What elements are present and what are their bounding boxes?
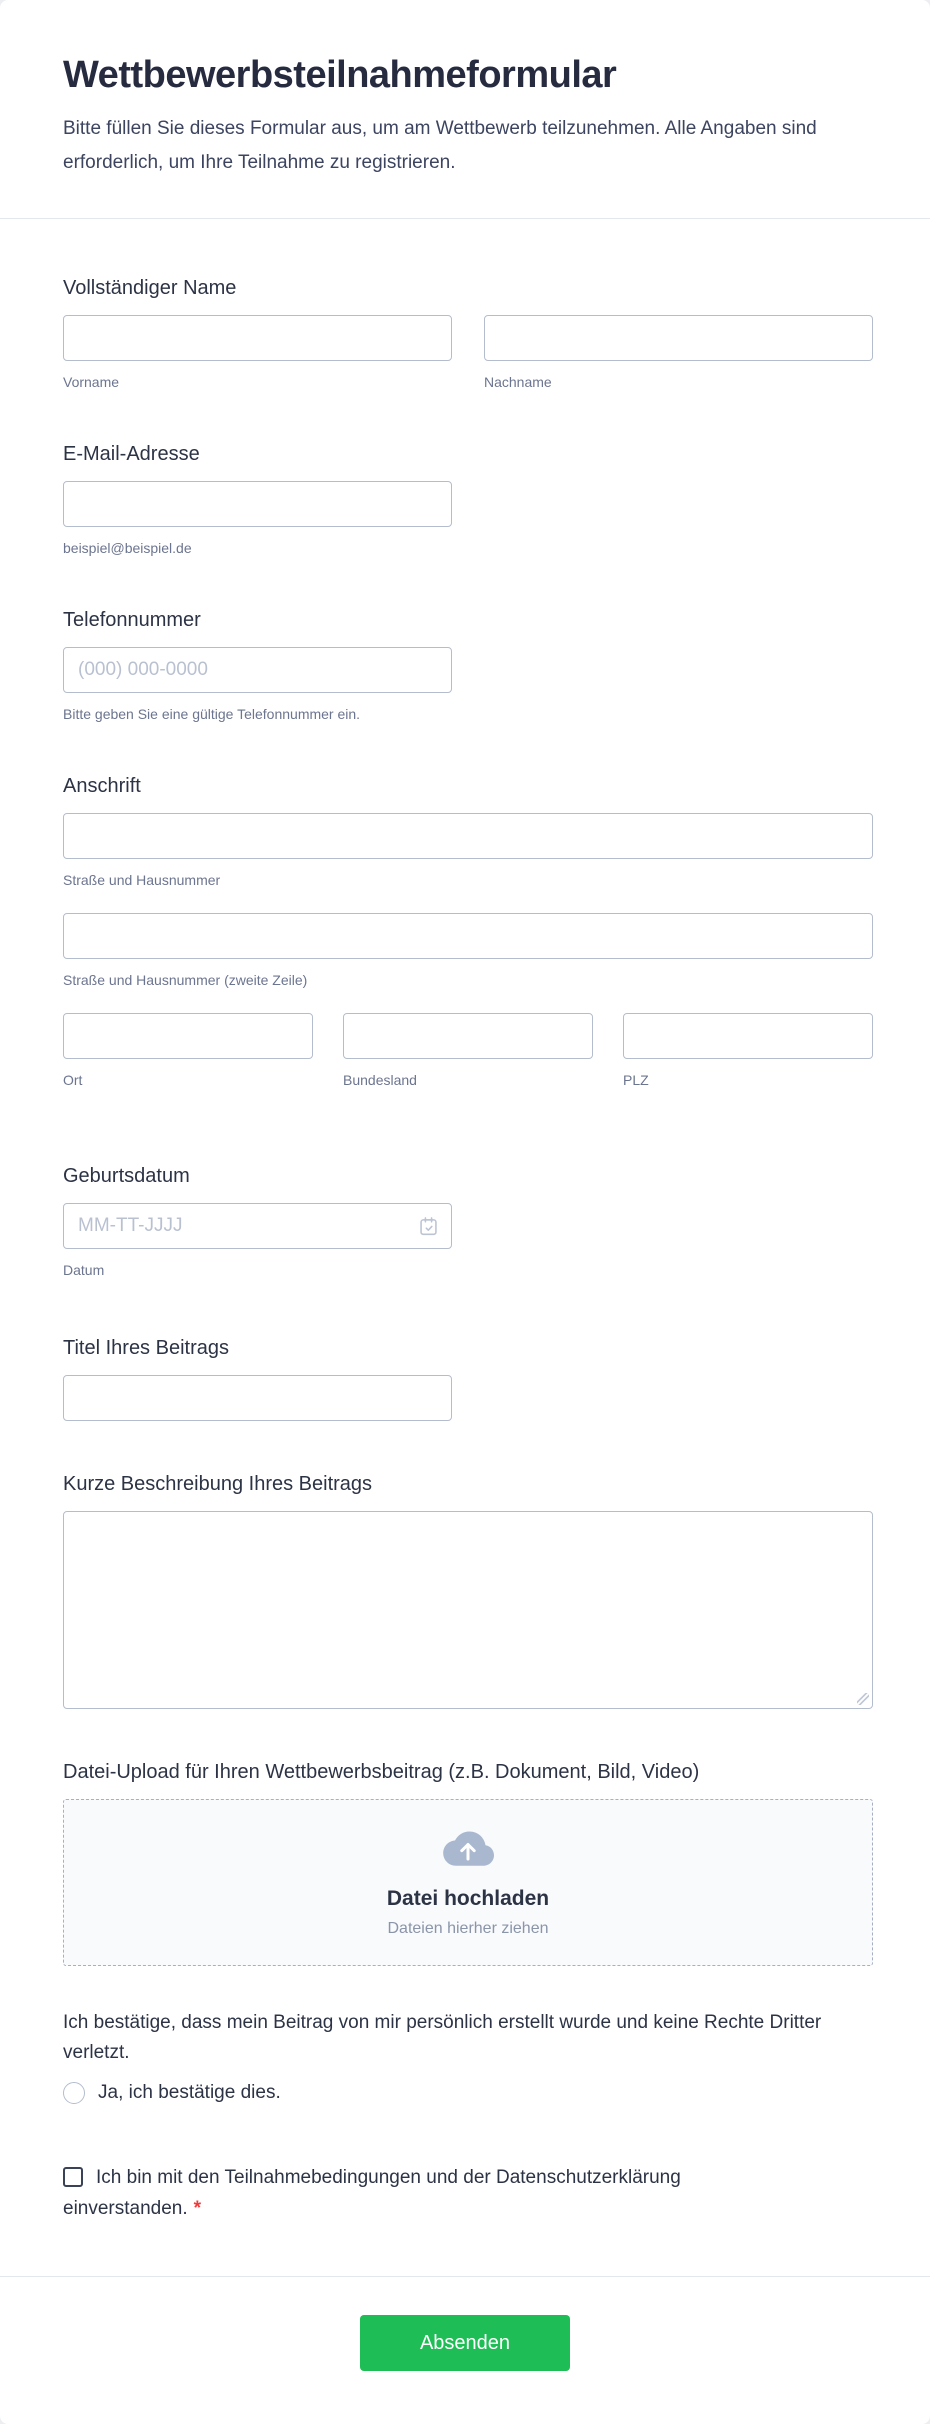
- upload-drag-text: Dateien hierher ziehen: [387, 1919, 549, 1937]
- field-birthdate: [63, 1163, 873, 1279]
- form-footer: [0, 2277, 930, 2424]
- confirmation-radio-option[interactable]: [63, 2082, 873, 2104]
- terms-label: Ich bin mit den Teilnahmebedingungen und der Datenschutzerklärung einverstanden.: [63, 2167, 681, 2219]
- field-entry-description: [63, 1471, 873, 1709]
- entry-title-label: Titel Ihres Beitrags: [63, 1337, 229, 1359]
- field-address: [63, 773, 873, 1089]
- field-file-upload: [63, 1759, 873, 1966]
- first-name-sublabel: Vorname: [63, 374, 120, 390]
- phone-helper: Bitte geben Sie eine gültige Telefonnummer ein.: [63, 706, 361, 722]
- address-label: Anschrift: [63, 775, 141, 797]
- first-name-input[interactable]: [63, 315, 452, 361]
- form-title: Wettbewerbsteilnahmeformular: [63, 54, 617, 96]
- field-confirmation: [63, 2008, 873, 2104]
- confirmation-label: Ich bestätige, dass mein Beitrag von mir persönlich erstellt wurde und keine Rechte Dritter verletzt.: [63, 2012, 822, 2063]
- birthdate-label: Geburtsdatum: [63, 1165, 190, 1187]
- radio-button-icon[interactable]: [63, 2082, 85, 2104]
- checkbox-icon[interactable]: [63, 2167, 83, 2187]
- file-upload-label: Datei-Upload für Ihren Wettbewerbsbeitrag (z.B. Dokument, Bild, Video): [63, 1761, 700, 1783]
- email-label: E-Mail-Adresse: [63, 443, 200, 465]
- submit-button[interactable]: Absenden: [360, 2315, 570, 2371]
- confirmation-option-label: Ja, ich bestätige dies.: [98, 2082, 281, 2103]
- field-terms[interactable]: [63, 2162, 803, 2224]
- birthdate-sublabel: Datum: [63, 1262, 105, 1278]
- required-asterisk: *: [193, 2198, 202, 2219]
- state-input[interactable]: [343, 1013, 593, 1059]
- address-line1-sublabel: Straße und Hausnummer: [63, 872, 221, 888]
- cloud-upload-icon: [440, 1828, 496, 1875]
- address-line2-input[interactable]: [63, 913, 873, 959]
- city-input[interactable]: [63, 1013, 313, 1059]
- upload-button-text: Datei hochladen: [386, 1886, 550, 1910]
- entry-title-input[interactable]: [63, 1375, 452, 1421]
- field-full-name: [63, 275, 873, 391]
- last-name-sublabel: Nachname: [484, 374, 552, 390]
- city-sublabel: Ort: [63, 1072, 83, 1088]
- form-body: [0, 219, 930, 2276]
- file-upload-dropzone[interactable]: [63, 1799, 873, 1966]
- entry-description-label: Kurze Beschreibung Ihres Beitrags: [63, 1473, 373, 1495]
- birthdate-input[interactable]: [63, 1203, 452, 1249]
- phone-label: Telefonnummer: [63, 609, 201, 631]
- form-header: [0, 0, 930, 218]
- email-input[interactable]: [63, 481, 452, 527]
- field-phone: [63, 607, 873, 723]
- field-entry-title: [63, 1335, 873, 1421]
- field-email: [63, 441, 873, 557]
- form-description: Bitte füllen Sie dieses Formular aus, um am Wettbewerb teilzunehmen. Alle Angaben sind erforderlich, um Ihre Teilnahme zu registrieren.: [63, 118, 817, 173]
- entry-description-textarea[interactable]: [63, 1511, 873, 1709]
- full-name-label: Vollständiger Name: [63, 277, 237, 299]
- zip-sublabel: PLZ: [623, 1072, 649, 1088]
- email-sublabel: beispiel@beispiel.de: [63, 540, 192, 556]
- address-line2-sublabel: Straße und Hausnummer (zweite Zeile): [63, 972, 308, 988]
- address-line1-input[interactable]: [63, 813, 873, 859]
- zip-input[interactable]: [623, 1013, 873, 1059]
- state-sublabel: Bundesland: [343, 1072, 417, 1088]
- last-name-input[interactable]: [484, 315, 873, 361]
- phone-input[interactable]: [63, 647, 452, 693]
